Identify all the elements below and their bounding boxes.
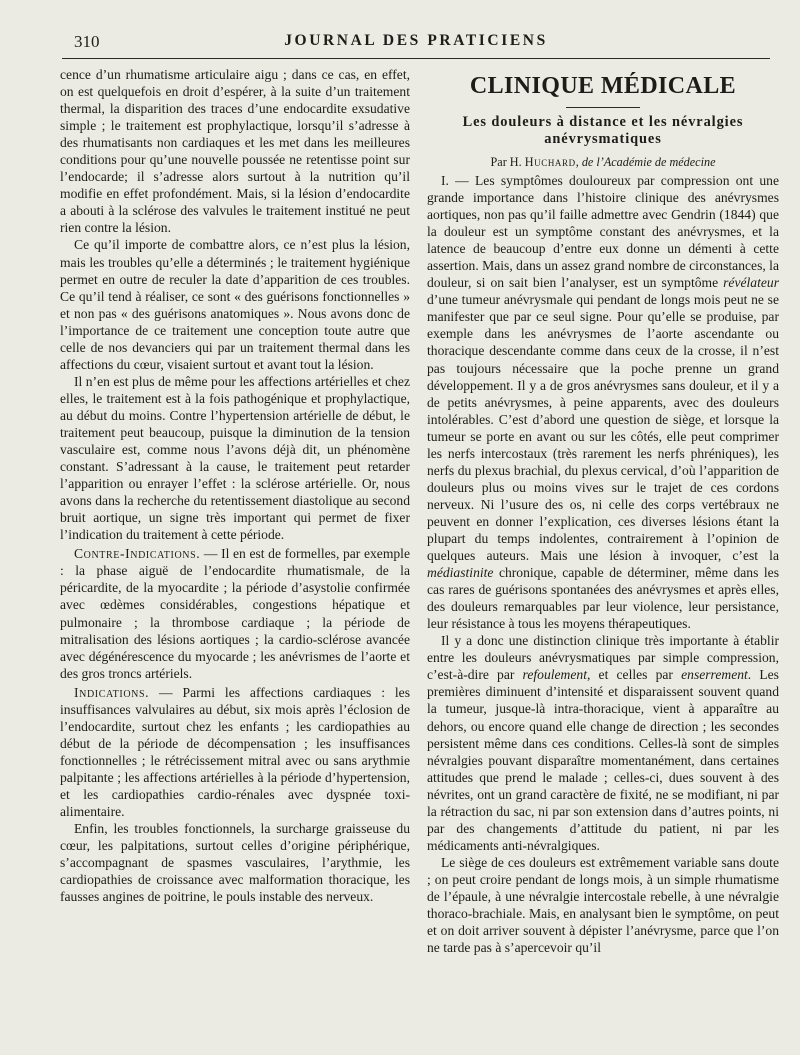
journal-title: JOURNAL DES PRATICIENS <box>284 32 548 49</box>
contre-indications-heading: Contre-Indications. <box>74 546 201 562</box>
right-p2-emphasis-refoulement: refoulement <box>522 667 587 683</box>
right-p2-text-c: . Les premières diminuent d’intensité et disparaissent souvent quand la tumeur, jusque-là intra-thoracique, vient à apparaître au dehors, ou encore quand elle change de direction ; les secondes persistent même dans ces conditions. Celles-là sont de simples névralgies pouvant disparaître momentanément, dans certaines attitudes que prend le malade ; celles-ci, dues souvent à des névrites, ont un grand caractère de fixité, ne se modifiant, ni par la rétraction du sac, ni par son extension dans d’autres points, ni par des changements d’attitude du patient, ni par les médicaments anti-névralgiques. <box>427 667 779 853</box>
right-paragraph-1 <box>427 172 779 632</box>
right-column <box>427 66 779 956</box>
indications-heading: Indications. <box>74 684 150 700</box>
right-p1-text-c: chronique, capable de déterminer, même dans les cas rares de guérisons spontanées des anévrysmes et après elles, des douleurs remarquables par leur violence, leur persistance, leur résistance à tous les moyens thérapeutiques. <box>427 565 779 632</box>
byline <box>427 154 779 171</box>
left-column <box>60 66 410 905</box>
left-paragraph-3: Il n’en est plus de même pour les affections artérielles et chez elles, le traitement est à la fois pathogénique et prophylactique, au début du moins. Contre l’hypertension artérielle de début, le traitement peut beaucoup, puisque la diminution de la tension vasculaire est, comme nous l’avons déjà dit, un phénomène constant. S’adressant à la cause, le traitement peut retarder l’apparition ou enrayer l’effet : la sclérose artérielle. Or, nous avons dans la recherche du retentissement diastolique au second bruit aortique, un signe très important qui permet de fixer l’indication du traitement à cette période. <box>60 373 410 543</box>
indications-paragraph <box>60 684 410 820</box>
byline-prefix: Par H. <box>490 155 525 169</box>
right-paragraph-2 <box>427 632 779 854</box>
left-paragraph-6: Enfin, les troubles fonctionnels, la surcharge graisseuse du cœur, les palpitations, surtout celles d’origine périphérique, s’accompagnant de spasmes vasculaires, l’arythmie, les cardiopathies de croissance avec malformation thoracique, les fausses angines de poitrine, le pouls instable des nerveux. <box>60 821 410 905</box>
section-rule <box>566 107 640 108</box>
right-p1-emphasis-mediastinite: médiastinite <box>427 565 494 581</box>
article-title: Les douleurs à distance et les névralgies anévrysmatiques <box>462 114 744 147</box>
contre-indications-text: — Il en est de formelles, par exemple : la phase aiguë de l’endocardite rhumatismale, de la péricardite, de la myocardite ; la période d’asystolie confirmée avec œdèmes considérables, congestions hépatique et pulmonaire ; la thrombose cardiaque ; la période de mitralisation des lésions aortiques ; la cardio-sclérose avancée avec dégénérescence du myocarde ; les anévrismes de l’aorte et des gros troncs artériels. <box>60 546 410 681</box>
right-p1-emphasis-revelateur: révélateur <box>723 275 779 291</box>
right-p2-text-b: , et celles par <box>586 667 682 683</box>
section-title: CLINIQUE MÉDICALE <box>469 73 737 99</box>
indications-text: — Parmi les affections cardiaques : les insuffisances valvulaires au début, six mois après l’éclosion de l’endocardite, surtout chez les enfants ; les cardiopathies au début de la période de décompensation ; les insuffisances fonctionnelles ; le rétrécissement mitral avec ou sans arythmie palpitante ; les affections artérielles à la période d’hypertension, et les cardiopathies cardio-rénales avec dyspnée toxi-alimentaire. <box>60 684 410 820</box>
left-paragraph-2: Ce qu’il importe de combattre alors, ce n’est plus la lésion, mais les troubles qu’elle a déterminés ; le traitement hygiénique permet en outre de reculer la date d’apparition de ces troubles. Ce qu’il tend à réaliser, ce sont « des guérisons fonctionnelles » et non pas « des guérisons anatomiques ». Nous avons donc de l’importance de ce traitement une conception toute autre que celle de nos devanciers qui par un traitement thermal dans les affections du cœur, visaient surtout et avant tout la lésion. <box>60 237 410 372</box>
left-paragraph-1: cence d’un rhumatisme articulaire aigu ; dans ce cas, en effet, on est quelquefois en droit d’espérer, à la suite d’un traitement thermal, la disparition des traces d’une endocardite exsudative simple ; le traitement est prophylactique, lorsqu’il s’adresse à des rhumatisants non cardiaques et les met dans les meilleures conditions pour qu’une nouvelle poussée ne retentisse point sur l’endocarde; il s’adresse alors surtout à la nutrition qu’il modifie en effet profondément. Mais, si la lésion d’endocardite a abouti à la sclérose des valvules le traitement institué ne peut rien contre la lésion. <box>60 67 410 236</box>
page-header <box>62 32 770 56</box>
right-p1-text-a: I. — Les symptômes douloureux par compression ont une grande importance dans l’histoire clinique des anévrysmes aortiques, non pas qu’il faille admettre avec Gendrin (1844) que la douleur est un symptôme constant des anévrysmes, et la latence de beaucoup d’entre eux donne un démenti à cette assertion. Mais, dans un assez grand nombre de circonstances, la douleur, si on sait bien l’analyser, est un symptôme <box>427 173 779 291</box>
right-p2-text-a: Il y a donc une distinction clinique très importante à établir entre les douleurs anévrysmatiques par simple compression, c’est-à-dire par <box>427 633 779 683</box>
right-p1-text-b: d’une tumeur anévrysmale qui pendant de longs mois peut ne se manifester que par ce seul signe. Pour qu’elle se produise, par exemple dans les anévrysmes de l’aorte ascendante ou thoracique descendante comme dans ceux de la crosse, il n’est pas toujours nécessaire que la poche prenne un grand développement. Il y a de gros anévrysmes sans douleur, et il y a de petits anévrysmes, à peine apparents, avec des douleurs intolérables. C’est d’abord une question de siège, et lorsque la tumeur se porte en avant ou sur les côtés, elle peut comprimer les nerfs intercostaux (très rarement les nerfs phréniques), les nerfs du plexus brachial, du plexus cervical, d’où l’apparition de douleurs plus ou moins vives sur le trajet de ces cordons nerveux. Ni l’usure des os, ni celle des corps vertébraux ne peuvent en donner l’explication, ces diverses lésions étant la plupart du temps indolentes, contrairement à l’opinion de quelques auteurs. Mais une lésion à invoquer, c’est la <box>427 292 779 564</box>
byline-affiliation: , de l’Académie de médecine <box>575 155 716 169</box>
header-rule <box>62 58 770 59</box>
page-number: 310 <box>74 32 100 51</box>
right-paragraph-3: Le siège de ces douleurs est extrêmement variable sans doute ; on peut croire pendant de longs mois, à un simple rhumatisme de l’épaule, à une névralgie intercostale rebelle, à une névralgie thoraco-brachiale. Mais, en analysant bien le symptôme, on peut et on doit arriver souvent à dépister l’anévrysme, parce que l’on ne tarde pas à s’apercevoir qu’il <box>427 854 779 956</box>
right-p2-emphasis-enserrement: enserrement <box>681 667 748 683</box>
byline-author: Huchard <box>524 155 576 169</box>
contre-indications-paragraph <box>60 545 410 681</box>
